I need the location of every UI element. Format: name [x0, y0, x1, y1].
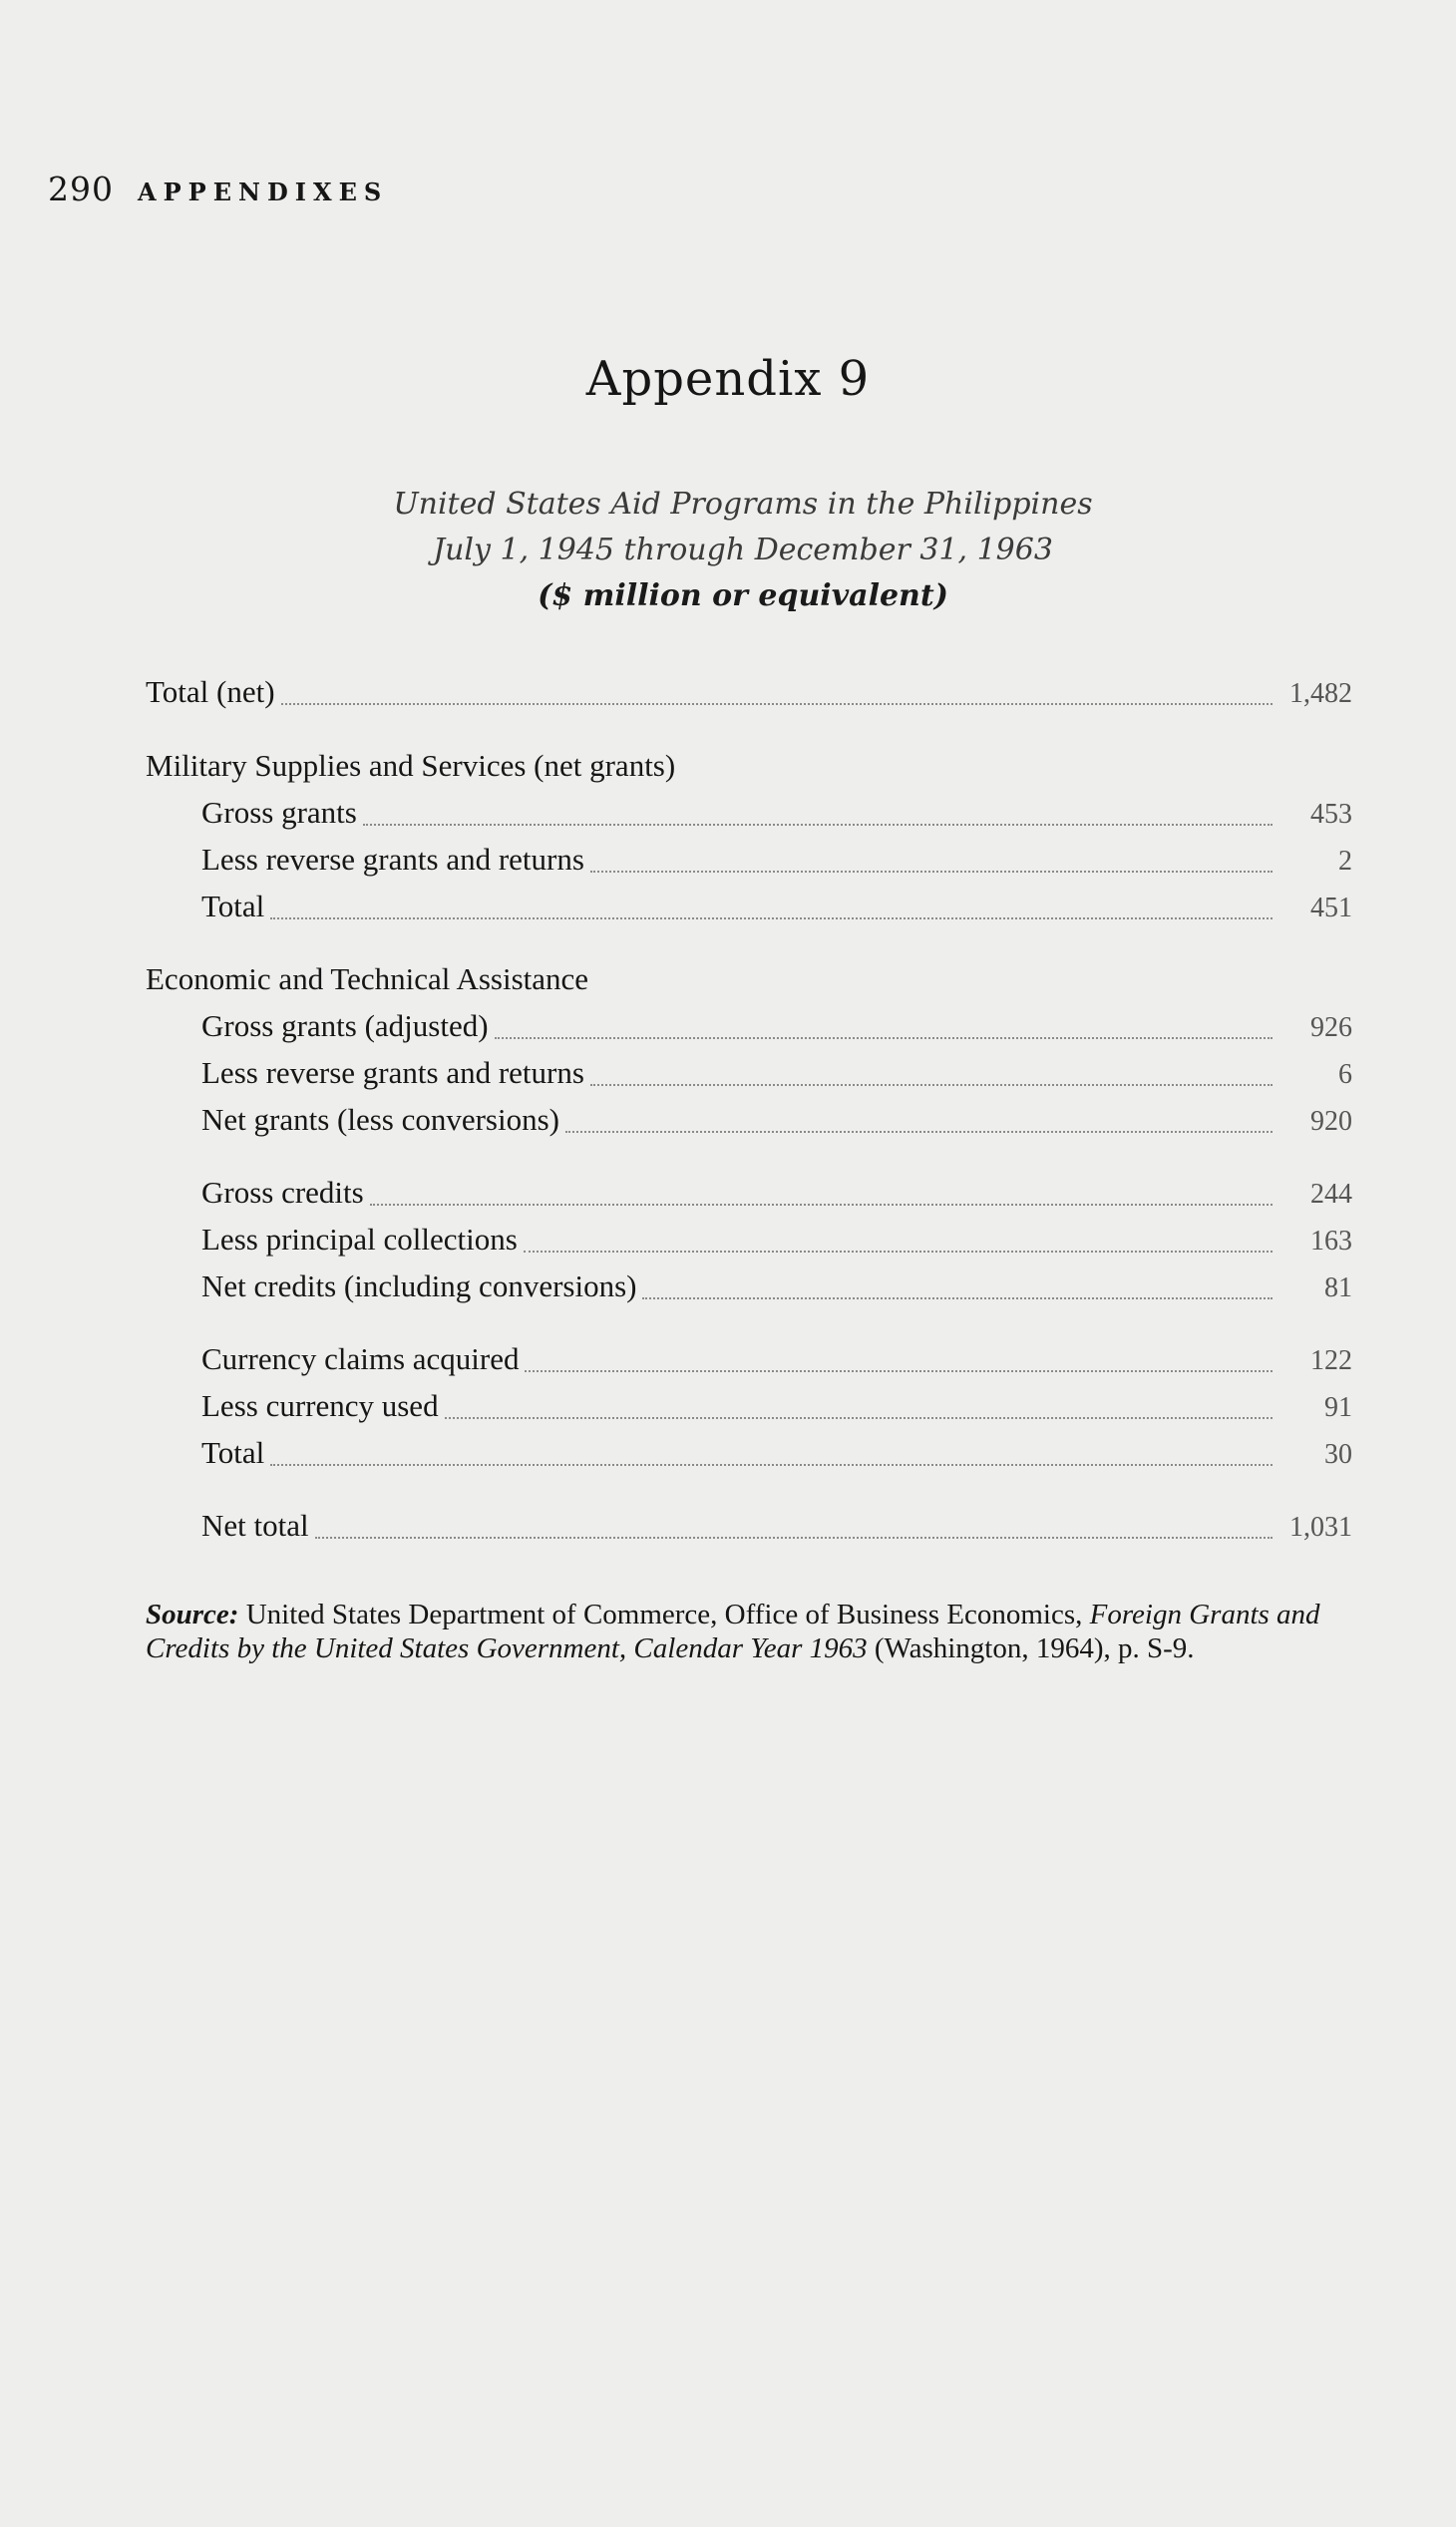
- row-value: 2: [1338, 846, 1352, 877]
- table-row: [201, 842, 1352, 884]
- table-row: [201, 1008, 1352, 1050]
- dot-leader: [370, 1204, 1273, 1206]
- section-heading: Military Supplies and Services (net grants): [146, 748, 676, 783]
- row-value: 30: [1324, 1439, 1352, 1470]
- row-label: Less principal collections: [201, 1222, 518, 1257]
- dot-leader: [495, 1037, 1273, 1039]
- table-subtitle-line2: July 1, 1945 through December 31, 1963: [433, 533, 1053, 567]
- source-note: [146, 1598, 1352, 1665]
- table-row-total-net: [146, 674, 1352, 716]
- dot-leader: [270, 917, 1273, 919]
- table-subtitle-line1: United States Aid Programs in the Philippines: [393, 487, 1093, 522]
- table-row: [201, 1341, 1352, 1383]
- row-value: 920: [1310, 1106, 1352, 1137]
- dot-leader: [565, 1131, 1273, 1133]
- row-value: 91: [1324, 1392, 1352, 1423]
- row-label: Gross credits: [201, 1175, 364, 1210]
- row-label: Total: [201, 889, 265, 923]
- dot-leader: [281, 703, 1273, 705]
- page-number: 290: [48, 170, 114, 208]
- table-row: [201, 1435, 1352, 1477]
- row-label: Currency claims acquired: [201, 1341, 520, 1376]
- dot-leader: [525, 1370, 1273, 1372]
- economic-heading: [146, 961, 1352, 1003]
- dot-leader: [315, 1537, 1273, 1539]
- dot-leader: [590, 871, 1273, 873]
- row-value: 244: [1310, 1179, 1352, 1210]
- row-label: Net total: [201, 1508, 309, 1543]
- row-label: Gross grants (adjusted): [201, 1008, 489, 1043]
- dot-leader: [642, 1297, 1273, 1299]
- table-row: [201, 795, 1352, 837]
- table-row-net-total: [201, 1508, 1352, 1550]
- table-row: [201, 1222, 1352, 1264]
- table-row: [201, 1175, 1352, 1217]
- row-value: 1,482: [1289, 678, 1352, 709]
- row-value: 453: [1310, 799, 1352, 830]
- row-label: Less currency used: [201, 1388, 439, 1423]
- row-value: 163: [1310, 1226, 1352, 1257]
- table-subtitle-units: ($ million or equivalent): [538, 578, 948, 613]
- section-heading: Economic and Technical Assistance: [146, 961, 589, 996]
- row-value: 122: [1310, 1345, 1352, 1376]
- source-publication: Foreign Grants and Credits by the United States Government, Calendar Year 1963: [146, 1599, 1320, 1664]
- table-row: [201, 1388, 1352, 1430]
- row-value: 6: [1338, 1059, 1352, 1090]
- dot-leader: [590, 1084, 1273, 1086]
- dot-leader: [363, 824, 1273, 826]
- row-label: Total (net): [146, 674, 275, 709]
- source-label: Source:: [146, 1599, 239, 1630]
- dot-leader: [445, 1417, 1273, 1419]
- dot-leader: [270, 1464, 1273, 1466]
- row-value: 81: [1324, 1272, 1352, 1303]
- row-value: 926: [1310, 1012, 1352, 1043]
- row-label: Total: [201, 1435, 265, 1470]
- row-value: 451: [1310, 893, 1352, 923]
- running-head: [48, 170, 388, 208]
- row-label: Less reverse grants and returns: [201, 1055, 584, 1090]
- section-title: APPENDIXES: [138, 178, 389, 206]
- row-label: Less reverse grants and returns: [201, 842, 584, 877]
- dot-leader: [524, 1251, 1273, 1253]
- row-label: Gross grants: [201, 795, 357, 830]
- table-row: [201, 1102, 1352, 1144]
- row-label: Net grants (less conversions): [201, 1102, 559, 1137]
- row-label: Net credits (including conversions): [201, 1268, 637, 1303]
- source-citation: (Washington, 1964), p. S-9.: [874, 1632, 1195, 1664]
- table-row: [201, 1055, 1352, 1097]
- appendix-title: Appendix 9: [585, 351, 871, 407]
- row-value: 1,031: [1289, 1512, 1352, 1543]
- table-row: [201, 889, 1352, 930]
- military-heading: [146, 748, 1352, 790]
- table-row: [201, 1268, 1352, 1310]
- source-text: United States Department of Commerce, Office of Business Economics,: [245, 1599, 1083, 1630]
